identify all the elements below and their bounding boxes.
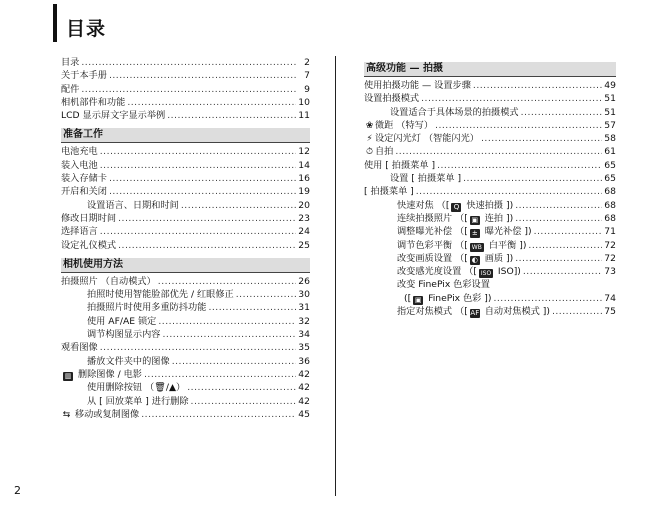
toc-shooting-menu-items — [364, 199, 616, 279]
toc-entry-page: 24 — [298, 226, 310, 238]
toc-entry[interactable] — [61, 315, 310, 328]
toc-entry-label: 配件 — [61, 83, 80, 95]
menu-item-icon: ± — [470, 229, 480, 238]
toc-left-column — [61, 56, 310, 421]
toc-entry-page: 49 — [604, 80, 616, 91]
toc-entry-page: 7 — [304, 70, 310, 82]
toc-entry[interactable] — [61, 381, 310, 394]
toc-entry-page: 68 — [604, 186, 616, 198]
toc-entry-label: 选择语言 — [61, 226, 98, 238]
toc-entry-label: 播放文件夹中的图像 — [87, 355, 170, 367]
toc-entry-label: 开启和关闭 — [61, 186, 107, 198]
toc-right-column — [364, 62, 616, 318]
toc-entry-label: 从 [ 回放菜单 ] 进行删除 — [87, 395, 189, 407]
toc-entry-label: 设置拍摄模式 — [364, 93, 420, 105]
toc-entry-page: 9 — [304, 83, 310, 95]
toc-entry[interactable] — [61, 172, 310, 185]
toc-entry-page: 65 — [604, 173, 616, 185]
toc-entry[interactable] — [61, 355, 310, 368]
menu-item-icon: ◐ — [471, 255, 478, 264]
menu-item-icon: ISO — [480, 270, 492, 278]
toc-entry-label: 电池充电 — [61, 146, 98, 158]
toc-entry[interactable] — [61, 395, 310, 408]
toc-entry-label: 设置语言、日期和时间 — [87, 199, 179, 211]
toc-entry-menu-item[interactable]: 调整曝光补偿 （[ ± 曝光补偿 ]) ..... 71 — [364, 225, 616, 238]
toc-entry-page: 10 — [298, 96, 310, 108]
toc-entry-page: 51 — [604, 106, 616, 118]
toc-entry[interactable] — [61, 275, 310, 288]
toc-entry-label: 使用拍摄功能 — 设置步骤 — [364, 80, 471, 91]
menu-item-icon: WB — [471, 243, 482, 251]
toc-entry-label: 观看图像 — [61, 342, 98, 354]
toc-entry-page: 35 — [298, 342, 310, 354]
toc-entry-menu-item[interactable]: 快速对焦 （[ Q 快速拍摄 ]) ..... 68 — [364, 199, 616, 212]
af-mode-icon: AF — [470, 309, 480, 318]
copy-move-icon: ⇆ — [62, 409, 71, 420]
toc-entry-finepix-heading: 改变 FinePix 色彩设置 — [397, 279, 490, 291]
toc-entry-copy-move[interactable]: ⇆ 移动或复制图像 ..... 45 — [61, 408, 310, 421]
toc-entry[interactable] — [61, 159, 310, 172]
toc-entry-flash[interactable]: ⚡ 设定闪光灯 （智能闪光） ..... 58 — [364, 132, 616, 145]
toc-entry[interactable] — [61, 56, 310, 69]
toc-entry-page: 14 — [298, 159, 310, 171]
toc-entry-page: 36 — [298, 355, 310, 367]
toc-entry[interactable] — [61, 225, 310, 238]
toc-entry-page: 19 — [298, 186, 310, 198]
trash-icon: ▥ — [64, 371, 72, 380]
toc-entry[interactable] — [61, 328, 310, 341]
toc-entry-page: 25 — [298, 239, 310, 251]
toc-entry-label: 使用删除按钮 （🗑/▲） — [87, 382, 186, 394]
page-number: 2 — [14, 484, 21, 497]
toc-entry-label: 修改日期时间 — [61, 212, 117, 224]
toc-entry[interactable] — [364, 106, 616, 119]
toc-entry[interactable] — [61, 288, 310, 301]
toc-entry-page: 26 — [298, 275, 310, 287]
toc-entry[interactable] — [61, 145, 310, 158]
toc-entry[interactable] — [61, 212, 310, 225]
toc-entry[interactable] — [61, 199, 310, 212]
toc-entry-label: LCD 显示屏文字显示举例 — [61, 110, 166, 122]
toc-shooting-menu-list — [364, 159, 616, 199]
toc-entry-page: 34 — [298, 329, 310, 341]
toc-entry-page: 11 — [298, 110, 310, 122]
toc-entry-self-timer[interactable]: ⏱ 自拍 ..... 61 — [364, 145, 616, 158]
menu-item-icon: Q — [451, 203, 461, 212]
self-timer-icon: ⏱ — [365, 147, 374, 158]
finepix-color-icon: ▣ — [414, 295, 422, 304]
toc-entry-menu-item[interactable]: 改变感光度设置 （[ ISO ISO]) ..... 73 — [364, 265, 616, 278]
toc-entry-page: 23 — [298, 212, 310, 224]
toc-entry-label: [ 拍摄菜单 ] — [364, 186, 414, 198]
menu-item-icon: ▣ — [471, 215, 479, 224]
toc-entry[interactable] — [61, 301, 310, 314]
column-divider — [335, 56, 336, 496]
toc-advanced-list — [364, 79, 616, 119]
toc-entry[interactable] — [364, 185, 616, 198]
macro-flower-icon: ❀ — [365, 120, 374, 131]
toc-entry[interactable] — [61, 83, 310, 96]
toc-entry-label: 调节构图显示内容 — [87, 329, 161, 341]
toc-entry[interactable] — [364, 159, 616, 172]
toc-entry-page: 12 — [298, 146, 310, 158]
toc-entry-page: 16 — [298, 173, 310, 185]
toc-entry-label: 关于本手册 — [61, 70, 107, 82]
toc-entry-label: 拍照时使用智能脸部优先 / 红眼修正 — [87, 289, 234, 301]
toc-entry-page: 31 — [298, 302, 310, 314]
toc-entry-label: 设置 [ 拍摄菜单 ] — [390, 173, 462, 185]
toc-entry-label: 相机部件和功能 — [61, 96, 126, 108]
toc-entry-label: 目录 — [61, 57, 80, 68]
toc-delete-sublist — [61, 381, 310, 408]
section-heading-preparation: 准备工作 — [61, 128, 310, 143]
toc-entry[interactable] — [61, 109, 310, 122]
toc-entry-label: 拍摄照片时使用多重防抖功能 — [87, 302, 207, 314]
section-heading-advanced-shooting: 高级功能 — 拍摄 — [364, 62, 616, 77]
toc-entry-menu-item[interactable]: 调节色彩平衡 （[ WB 白平衡 ]) ..... 72 — [364, 239, 616, 252]
toc-entry[interactable] — [61, 185, 310, 198]
toc-entry-macro[interactable]: ❀ 微距 （特写） ..... 57 — [364, 119, 616, 132]
toc-entry-af-mode[interactable]: 指定对焦模式 （[ AF 自动对焦模式 ]) ..... 75 — [364, 305, 616, 318]
toc-camera-usage-list — [61, 275, 310, 368]
toc-entry-page: 65 — [604, 159, 616, 171]
toc-entry-page: 20 — [298, 199, 310, 211]
toc-entry[interactable] — [61, 96, 310, 109]
toc-entry-page: 30 — [298, 289, 310, 301]
toc-entry-menu-item[interactable]: 连续拍摄照片 （[ ▣ 连拍 ]) ..... 68 — [364, 212, 616, 225]
flash-icon: ⚡ — [366, 134, 373, 145]
toc-entry-label: 使用 [ 拍摄菜单 ] — [364, 159, 436, 171]
toc-intro-list — [61, 56, 310, 122]
toc-entry-label: 设定礼仪模式 — [61, 239, 117, 251]
toc-entry[interactable] — [364, 92, 616, 105]
toc-entry[interactable] — [61, 239, 310, 252]
toc-entry-label: 装入存储卡 — [61, 173, 107, 185]
toc-entry-label: 设置适合于具体场景的拍摄模式 — [390, 106, 519, 118]
toc-entry-delete[interactable]: ▥ 删除图像 / 电影 ..... 42 — [61, 368, 310, 381]
toc-entry-page: 42 — [298, 382, 310, 394]
section-heading-camera-usage: 相机使用方法 — [61, 258, 310, 273]
toc-entry-page: 2 — [304, 57, 310, 68]
toc-entry[interactable] — [364, 79, 616, 92]
toc-entry-page: 51 — [604, 93, 616, 105]
toc-entry-label: 使用 AF/AE 锁定 — [87, 315, 157, 327]
title-accent-bar — [53, 4, 57, 42]
toc-entry[interactable] — [61, 69, 310, 82]
toc-entry-finepix-color[interactable]: ([ ▣ FinePix 色彩 ]) ..... 74 — [364, 292, 616, 305]
toc-entry-page: 42 — [298, 395, 310, 407]
toc-entry[interactable] — [364, 172, 616, 185]
toc-entry-label: 装入电池 — [61, 159, 98, 171]
page-title: 目录 — [66, 18, 107, 40]
toc-preparation-list — [61, 145, 310, 251]
toc-entry-menu-item[interactable]: 改变画质设置 （[ ◐ 画质 ]) ..... 72 — [364, 252, 616, 265]
toc-entry-page: 32 — [298, 315, 310, 327]
toc-entry[interactable] — [61, 341, 310, 354]
toc-entry-label: 拍摄照片 （自动模式） — [61, 275, 156, 287]
